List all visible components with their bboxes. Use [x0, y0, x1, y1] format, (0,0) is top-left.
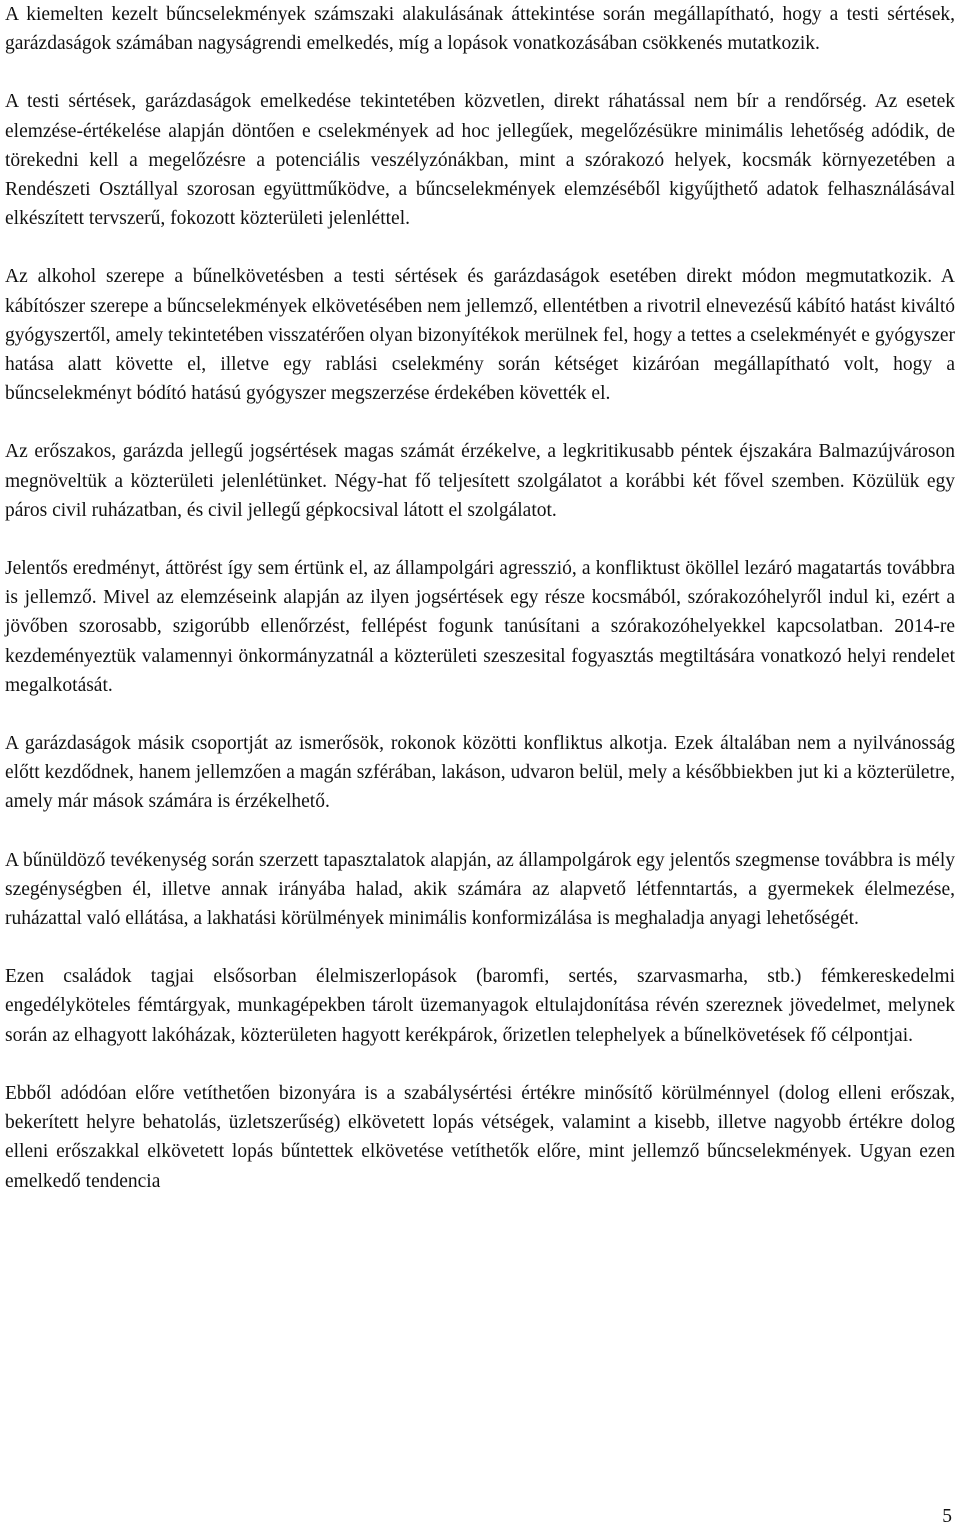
document-page — [5, 0, 955, 1225]
paragraph-9: Ebből adódóan előre vetíthetően bizonyára is a szabálysértési értékre minősítő körülménnyel (dolog elleni erőszak, bekerített helyre behatolás, üzletszerűség) elkövetett lopás vétségek, valamint a kisebb, illetve nagyobb értékre dolog elleni erőszakkal elkövetett lopás bűntettek elkövetése vetíthetők előre, mint jellemző bűncselekmények. Ugyan ezen emelkedő tendencia — [5, 1082, 955, 1192]
paragraph-7: A bűnüldöző tevékenység során szerzett tapasztalatok alapján, az állampolgárok egy jelentős szegmense továbbra is mély szegénységben él, illetve annak irányába halad, akik számára az alapvető létfenntartás, a gyermekek élelmezése, ruházattal való ellátása, a lakhatási körülmények minimális konformizálása is meghaladja anyagi lehetőségét. — [5, 849, 955, 930]
paragraph-2: A testi sértések, garázdaságok emelkedése tekintetében közvetlen, direkt ráhatással nem bír a rendőrség. Az esetek elemzése-értékelése alapján döntően e cselekmények ad hoc jellegűek, megelőzésükre minimális lehetőség adódik, de törekedni kell a megelőzésre a potenciális veszélyzónákban, mint a szórakozó helyek, kocsmák környezetében a Rendészeti Osztállyal szorosan együttműködve, a bűncselekmények elemzéséből kigyűjthető adatok felhasználásával elkészített tervszerű, fokozott közterületi jelenléttel. — [5, 91, 955, 230]
page-number: 5 — [942, 1506, 952, 1527]
paragraph-6: A garázdaságok másik csoportját az ismerősök, rokonok közötti konfliktus alkotja. Ezek általában nem a nyilvánosság előtt kezdődnek, hanem jellemzően a magán szférában, lakáson, udvaron belül, mely a későbbiekben jut ki a közterületre, amely már mások számára is érzékelhető. — [5, 733, 955, 813]
paragraph-3: Az alkohol szerepe a bűnelkövetésben a testi sértések és garázdaságok esetében direkt módon megmutatkozik. A kábítószer szerepe a bűncselekmények elkövetésében nem jellemző, ellentétben a rivotril elnevezésű kábító hatást kiváltó gyógyszertől, amely tekintetében visszatérően olyan bizonyítékok merülnek fel, hogy a tettes a cselekményét e gyógyszer hatása alatt követte el, illetve egy rablási cselekmény során kétséget kizáróan megállapítható volt, hogy a bűncselekményt bódító hatású gyógyszer megszerzése érdekében követték el. — [5, 266, 955, 405]
paragraph-4: Az erőszakos, garázda jellegű jogsértések magas számát érzékelve, a legkritikusabb péntek éjszakára Balmazújvároson megnöveltük a közterületi jelenlétünket. Négy-hat fő teljesített szolgálatot a korábbi két fővel szemben. Közülük egy páros civil ruházatban, és civil jellegű gépkocsival látott el szolgálatot. — [5, 441, 955, 521]
paragraph-5: Jelentős eredményt, áttörést így sem értünk el, az állampolgári agresszió, a konfliktust ököllel lezáró magatartás továbbra is jellemző. Mivel az elemzéseink alapján az ilyen jogsértések egy része kocsmából, szórakozóhelyről indul ki, ezért a jövőben szorosabb, szigorúbb ellenőrzést, fellépést fogunk tanúsítani a szórakozóhelyekkel kapcsolatban. 2014-re kezdeményeztük valamennyi önkormányzatnál a közterületi szeszesital fogyasztás megtiltására vonatkozó helyi rendelet megalkotását. — [5, 558, 955, 696]
paragraph-1: A kiemelten kezelt bűncselekmények számszaki alakulásának áttekintése során megállapítható, hogy a testi sértések, garázdaságok számában nagyságrendi emelkedés, míg a lopások vonatkozásában csökkenés mutatkozik. — [5, 4, 955, 55]
paragraph-8: Ezen családok tagjai elsősorban élelmiszerlopások (baromfi, sertés, szarvasmarha, stb.) fémkereskedelmi engedélyköteles fémtárgyak, munkagépekben tárolt üzemanyagok eltulajdonítása révén szereznek jövedelmet, melynek során az elhagyott lakóházak, közterületen hagyott kerékpárok, őrizetlen telephelyek a bűnelkövetések fő célpontjai. — [5, 966, 955, 1046]
